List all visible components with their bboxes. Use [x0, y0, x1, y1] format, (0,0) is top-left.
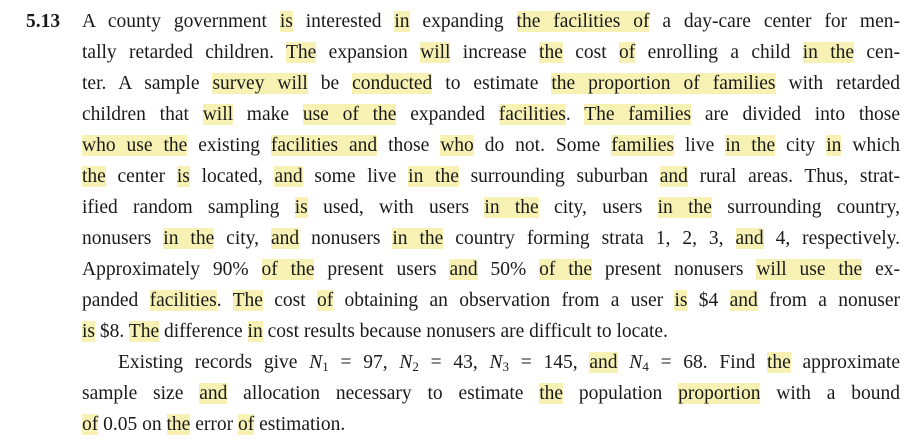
text-line [82, 285, 900, 316]
text-segment: are divided into those [691, 104, 901, 125]
highlighted-phrase: will [420, 42, 451, 63]
text-segment: ter. A sample [82, 73, 213, 94]
highlighted-phrase: and [589, 352, 618, 373]
highlighted-phrase: in the [725, 135, 776, 156]
text-segment: enrolling a child [635, 42, 803, 63]
text-segment: ified random sampling [82, 197, 295, 218]
text-line [82, 223, 900, 254]
text-segment: surrounding country, [711, 197, 900, 218]
highlighted-phrase: the proportion of families [551, 73, 776, 94]
text-segment: from a nonuser [757, 290, 900, 311]
text-line [82, 347, 900, 378]
text-segment: tally retarded children. [82, 42, 286, 63]
text-segment: country forming strata 1, 2, 3, [443, 228, 736, 249]
text-line [82, 130, 900, 161]
highlighted-phrase: of [618, 42, 636, 63]
text-segment: A county government [82, 11, 280, 32]
text-segment: $4 [687, 290, 730, 311]
highlighted-phrase: and [271, 228, 300, 249]
text-segment: center [105, 166, 177, 187]
highlighted-phrase: in the [484, 197, 539, 218]
math-variable: N [309, 352, 323, 373]
subscript: 1 [322, 359, 329, 374]
text-segment [618, 352, 630, 373]
problem-text [82, 6, 900, 440]
highlighted-phrase: and [659, 166, 688, 187]
highlighted-phrase: of the [539, 259, 593, 280]
highlighted-phrase: is [279, 11, 293, 32]
highlighted-phrase: and [199, 383, 228, 404]
text-segment: = 97, [328, 352, 400, 373]
text-segment: = 43, [418, 352, 490, 373]
highlighted-phrase: in the [163, 228, 215, 249]
highlighted-phrase: use of the [302, 104, 397, 125]
text-segment: = 68. Find [648, 352, 767, 373]
highlighted-phrase: in the [802, 42, 855, 63]
highlighted-phrase: the [82, 166, 106, 187]
text-segment: city, [214, 228, 271, 249]
highlighted-phrase: in the [657, 197, 712, 218]
text-segment: Existing records give [118, 352, 310, 373]
text-segment: error [190, 414, 238, 435]
text-segment: expansion [316, 42, 421, 63]
math-variable: N [399, 352, 413, 373]
highlighted-phrase: of [316, 290, 334, 311]
highlighted-phrase: in [826, 135, 842, 156]
subscript: 2 [412, 359, 419, 374]
text-segment: with a bound [760, 383, 900, 404]
text-segment: cen- [854, 42, 900, 63]
text-segment: sample size [82, 383, 200, 404]
text-segment: . [216, 290, 233, 311]
text-segment: present users [314, 259, 450, 280]
text-segment: cost results because nonusers are difficult to locate. [262, 321, 668, 342]
text-line [82, 99, 900, 130]
highlighted-phrase: facilities [149, 290, 217, 311]
text-segment: cost [262, 290, 317, 311]
highlighted-phrase: of [82, 414, 99, 435]
text-segment: allocation necessary to estimate [227, 383, 540, 404]
text-line [82, 378, 900, 409]
highlighted-phrase: in the [392, 228, 444, 249]
highlighted-phrase: The [128, 321, 160, 342]
text-segment: 50% [477, 259, 540, 280]
highlighted-phrase: the [539, 42, 563, 63]
text-segment: be [307, 73, 353, 94]
text-segment: . [565, 104, 585, 125]
highlighted-phrase: who use the [82, 135, 188, 156]
highlighted-phrase: families [611, 135, 675, 156]
text-line [82, 192, 900, 223]
subscript: 3 [502, 359, 510, 374]
highlighted-phrase: will [202, 104, 234, 125]
highlighted-phrase: is [674, 290, 688, 311]
highlighted-phrase: The families [584, 104, 692, 125]
text-segment: difference [159, 321, 248, 342]
subscript: 4 [642, 359, 649, 374]
text-segment: expanded [396, 104, 499, 125]
text-segment: existing [187, 135, 271, 156]
highlighted-phrase: will use the [756, 259, 863, 280]
highlighted-phrase: conducted [352, 73, 433, 94]
text-segment: 0.05 on [98, 414, 167, 435]
highlighted-phrase: The [232, 290, 263, 311]
text-segment: obtaining an observation from a user [333, 290, 675, 311]
highlighted-phrase: proportion [678, 383, 761, 404]
text-segment: children that [82, 104, 203, 125]
math-variable: N [629, 352, 643, 373]
highlighted-phrase: and [274, 166, 303, 187]
text-line [82, 37, 900, 68]
text-segment: to estimate [432, 73, 552, 94]
highlighted-phrase: the [766, 352, 791, 373]
text-segment: do not. Some [473, 135, 612, 156]
text-segment: $8. [95, 321, 129, 342]
text-segment: used, with users [307, 197, 485, 218]
highlighted-phrase: of the [261, 259, 315, 280]
text-segment: nonusers [299, 228, 393, 249]
text-segment: nonusers [82, 228, 164, 249]
text-line [82, 316, 900, 347]
text-line [82, 409, 900, 440]
highlighted-phrase: in the [408, 166, 459, 187]
highlighted-phrase: survey will [212, 73, 308, 94]
text-segment: some live [302, 166, 409, 187]
highlighted-phrase: in [394, 11, 410, 32]
text-segment: which [841, 135, 901, 156]
highlighted-phrase: is [176, 166, 190, 187]
text-segment: rural areas. Thus, strat- [687, 166, 900, 187]
text-line [82, 254, 900, 285]
highlighted-phrase: who [440, 135, 474, 156]
text-line [82, 161, 900, 192]
highlighted-phrase: of [237, 414, 255, 435]
text-segment: make [233, 104, 303, 125]
highlighted-phrase: and [735, 228, 764, 249]
text-segment: city [775, 135, 827, 156]
text-segment: cost [562, 42, 619, 63]
text-segment: located, [189, 166, 275, 187]
text-segment: interested [292, 11, 395, 32]
highlighted-phrase: facilities and [270, 135, 378, 156]
text-segment: expanding [409, 11, 517, 32]
text-segment: increase [450, 42, 540, 63]
highlighted-phrase: in [247, 321, 263, 342]
text-segment: panded [82, 290, 150, 311]
text-segment: with retarded [775, 73, 901, 94]
highlighted-phrase: and [449, 259, 478, 280]
text-segment: live [674, 135, 726, 156]
text-segment: estimation. [254, 414, 346, 435]
text-segment: a day-care center for men- [649, 11, 900, 32]
text-segment: present nonusers [592, 259, 757, 280]
text-segment: population [563, 383, 679, 404]
text-segment: ex- [862, 259, 900, 280]
highlighted-phrase: the [539, 383, 564, 404]
highlighted-phrase: the [166, 414, 191, 435]
text-segment: city, users [538, 197, 658, 218]
highlighted-phrase: facilities [498, 104, 566, 125]
text-segment: = 145, [509, 352, 590, 373]
highlighted-phrase: is [294, 197, 308, 218]
highlighted-phrase: and [729, 290, 758, 311]
text-segment: those [377, 135, 441, 156]
text-segment: Approximately 90% [82, 259, 262, 280]
highlighted-phrase: the facilities of [516, 11, 650, 32]
text-segment: approximate [790, 352, 900, 373]
text-line [82, 68, 900, 99]
highlighted-phrase: The [286, 42, 317, 63]
highlighted-phrase: is [82, 321, 96, 342]
text-segment: 4, respectively. [763, 228, 900, 249]
text-segment: surrounding suburban [458, 166, 660, 187]
text-line [82, 6, 900, 37]
problem-number: 5.13 [26, 11, 61, 32]
math-variable: N [489, 352, 503, 373]
